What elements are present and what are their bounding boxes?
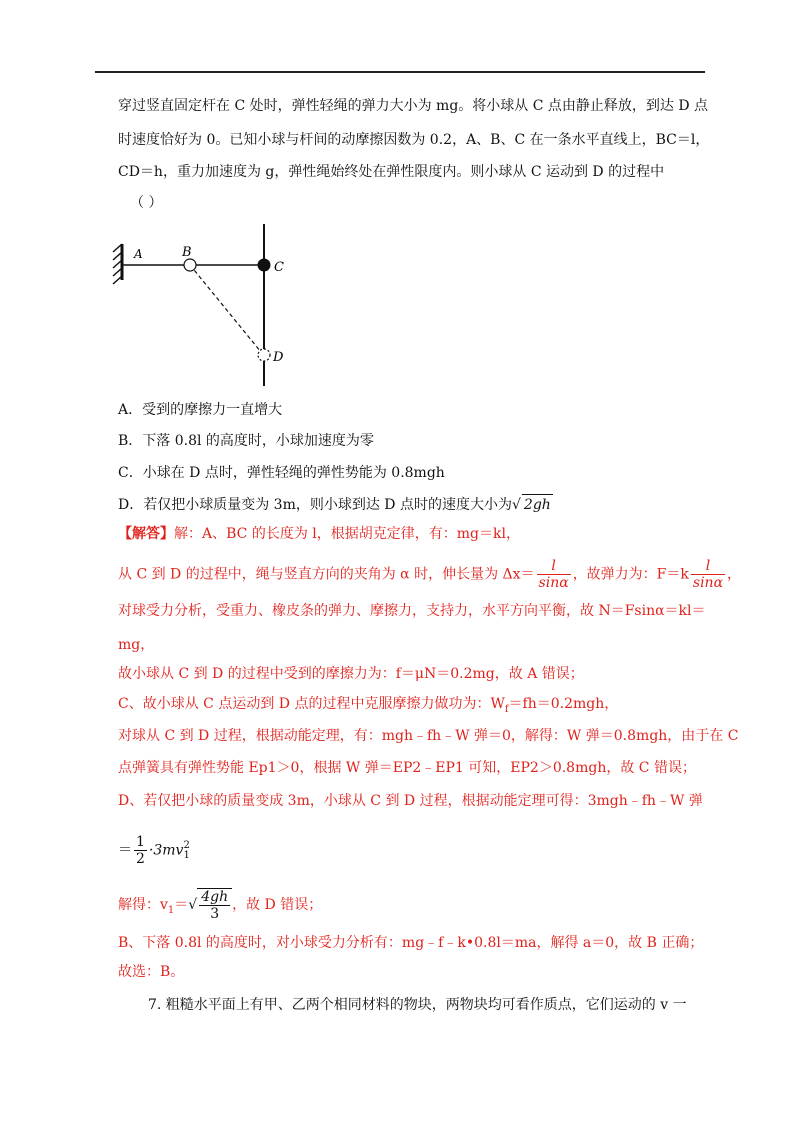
answer-l11sub: 1 <box>167 904 175 916</box>
dashed-line-bd <box>190 265 261 352</box>
fraction-4gh-3 <box>199 889 230 922</box>
physics-diagram <box>110 222 310 392</box>
answer-line-7: 对球从 C 到 D 过程，根据动能定理，有：mgh﹣fh﹣W 弹＝0，解得：W 弹＝0.8mgh，由于在 C <box>118 728 739 744</box>
answer-l6sub: f <box>504 703 509 715</box>
answer-line-9: D、若仅把小球的质量变成 3m，小球从 C 到 D 过程，根据动能定理可得：3mgh﹣fh﹣W 弹 <box>118 793 703 809</box>
answer-l11a: 解得：v <box>118 897 168 913</box>
stem-line-3: CD＝h，重力加速度为 g，弹性绳始终处在弹性限度内。则小球从 C 运动到 D 的过程中 <box>118 164 665 180</box>
v1-sub: 1 <box>183 849 190 861</box>
answer-l10-eq: ＝ <box>118 842 132 859</box>
answer-line-10 <box>118 834 708 867</box>
answer-line-4: mg， <box>118 637 155 653</box>
sqrt-sign: √ <box>511 497 521 513</box>
point-b <box>184 259 196 271</box>
option-d-text: D．若仅把小球质量变为 3m，则小球到达 D 点时的速度大小为 <box>118 497 512 513</box>
frac-den: sinα <box>538 575 569 591</box>
sqrt-sign-2: √ <box>188 897 198 913</box>
label-c: C <box>274 260 284 275</box>
header-rule <box>95 71 705 73</box>
frac-3: 3 <box>210 906 220 922</box>
answer-l2c: ， <box>727 566 742 583</box>
option-c: C．小球在 D 点时，弹性轻绳的弹性势能为 0.8mgh <box>118 465 445 481</box>
v1-sup: 2 <box>183 839 190 851</box>
answer-line-3: 对球受力分析，受重力、橡皮条的弹力、摩擦力，支持力，水平方向平衡，故 N＝Fsinα＝kl＝ <box>118 603 706 619</box>
answer-paren: （ ） <box>130 195 163 211</box>
frac-num: l <box>537 558 571 575</box>
half-num: 1 <box>136 834 145 850</box>
half-den: 2 <box>136 851 145 867</box>
stem-line-2: 时速度恰好为 0。已知小球与杆间的动摩擦因数为 0.2，A、B、C 在一条水平直线上，BC＝l， <box>118 132 710 148</box>
sqrt-bar <box>197 888 232 922</box>
frac-num-2: l <box>691 558 725 575</box>
answer-line-12: B、下落 0.8l 的高度时，对小球受力分析有：mg﹣f﹣k•0.8l＝ma，解得 a＝0，故 B 正确； <box>118 935 704 951</box>
sqrt-frac-group <box>188 889 232 922</box>
label-d: D <box>273 350 284 365</box>
answer-l2b: ，故弹力为：F＝k <box>572 566 689 583</box>
answer-line-6 <box>118 694 708 720</box>
answer-l2a: 从 C 到 D 的过程中，绳与竖直方向的夹角为 α 时，伸长量为 Δx＝ <box>118 566 535 583</box>
answer-l6b: ＝fh＝0.2mgh， <box>508 696 619 712</box>
answer-line-11 <box>118 888 708 922</box>
label-b: B <box>182 245 192 260</box>
next-question-line: 7. 粗糙水平面上有甲、乙两个相同材料的物块，两物块均可看作质点，它们运动的 v 一 <box>148 997 687 1013</box>
answer-tag: 【解答】 <box>118 526 174 542</box>
answer-line-5: 故小球从 C 到 D 的过程中受到的摩擦力为：f＝μN＝0.2mg，故 A 错误； <box>118 666 584 682</box>
answer-line-13: 故选：B。 <box>118 964 185 980</box>
point-d <box>258 349 270 361</box>
frac-4gh: 4gh <box>201 889 229 905</box>
fraction-l-sin-2 <box>691 558 725 591</box>
answer-l11b: ，故 D 错误； <box>232 897 323 913</box>
answer-l6a: C、故小球从 C 点运动到 D 点的过程中克服摩擦力做功为：W <box>118 696 505 712</box>
option-b: B．下落 0.8l 的高度时，小球加速度为零 <box>118 433 374 449</box>
label-a: A <box>134 247 143 261</box>
option-d-sqrt: 2gh <box>522 494 553 515</box>
answer-l10-rest: ·3mv <box>148 842 184 859</box>
frac-den-2: sinα <box>692 575 724 591</box>
answer-l1: 解：A、BC 的长度为 l，根据胡克定律，有：mg＝kl， <box>174 526 520 542</box>
v1-scripts <box>183 841 189 861</box>
option-a: A．受到的摩擦力一直增大 <box>118 402 283 418</box>
fraction-half <box>134 834 147 867</box>
option-d <box>118 494 708 515</box>
point-c <box>258 259 271 272</box>
answer-line-8: 点弹簧具有弹性势能 Ep1＞0，根据 W 弹＝EP2﹣EP1 可知，EP2＞0.8mgh，故 C 错误； <box>118 760 696 776</box>
answer-l11eq: ＝ <box>174 897 189 913</box>
fraction-l-sin <box>537 558 571 591</box>
stem-line-1: 穿过竖直固定杆在 C 处时，弹性轻绳的弹力大小为 mg。将小球从 C 点由静止释放，到达 D 点 <box>118 98 709 114</box>
answer-line-2 <box>118 558 742 591</box>
answer-line-1 <box>118 524 708 544</box>
